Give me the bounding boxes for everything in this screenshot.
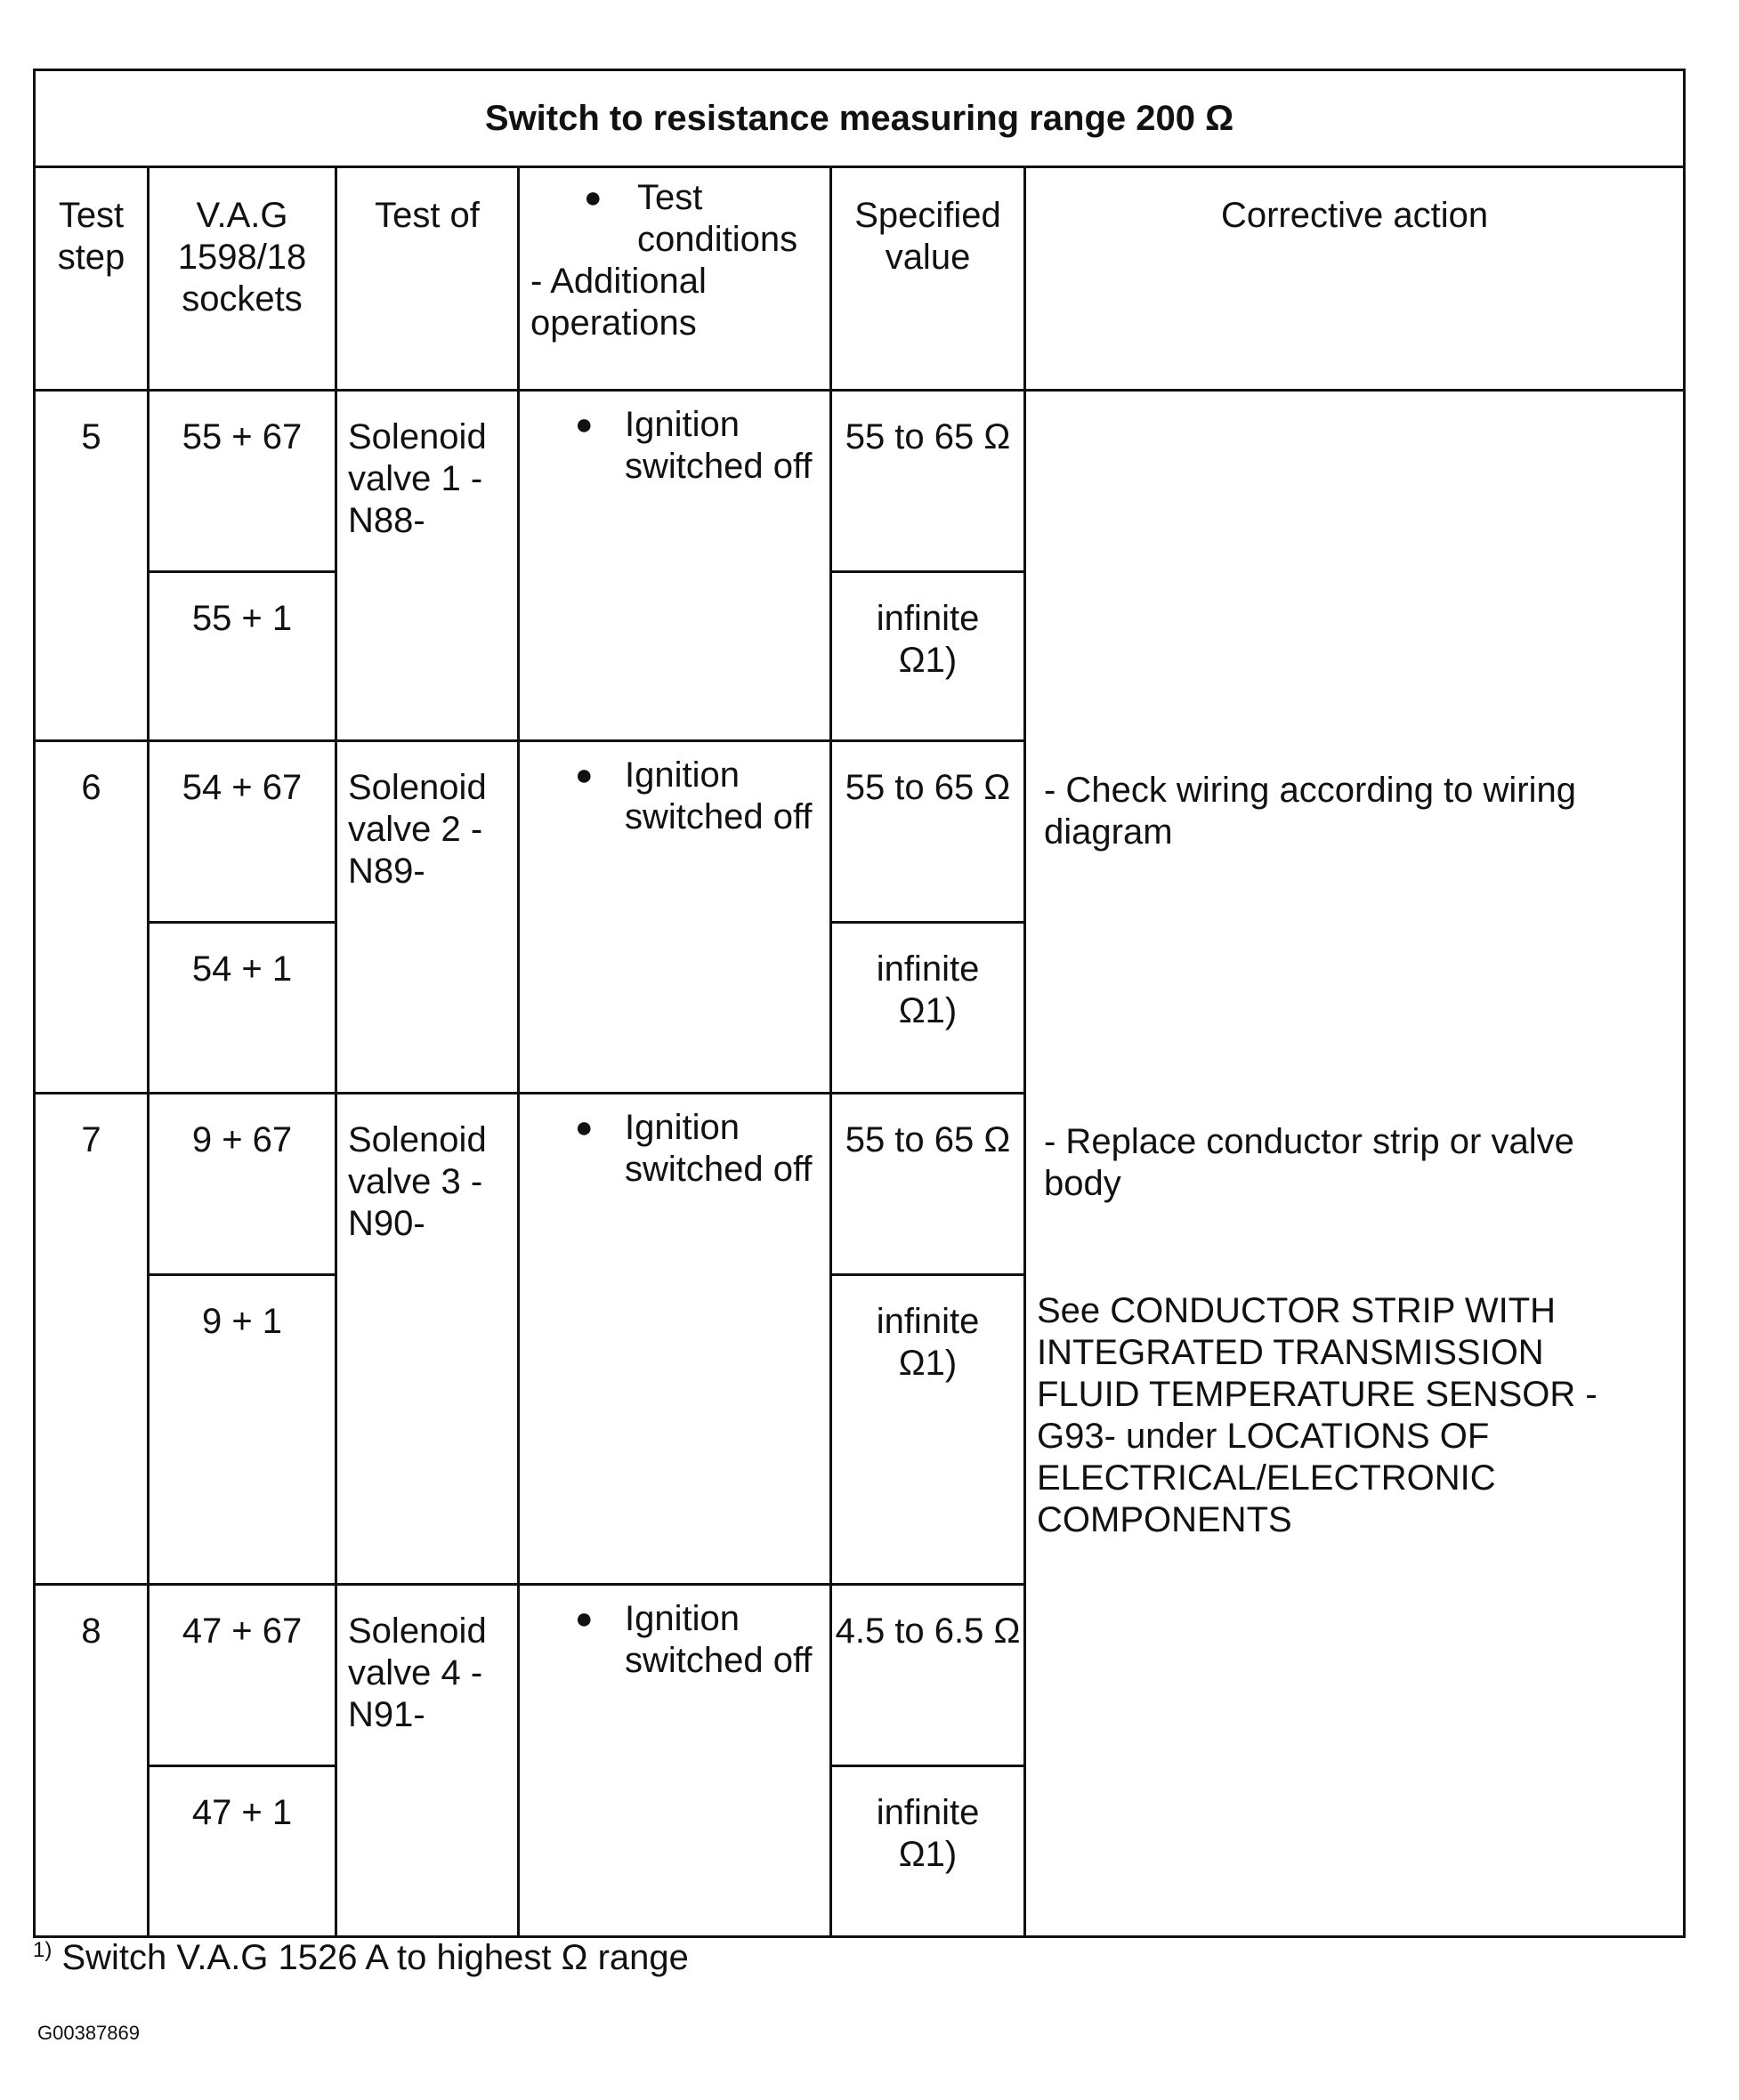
sockets-cell: 54 + 1 [149, 923, 336, 1094]
condition-text: Ignition switched off [625, 405, 813, 486]
table-row [35, 391, 1685, 572]
step-number: 5 [35, 391, 149, 741]
spec-infinite-cell [831, 1766, 1025, 1937]
test-of-cell: Solenoid valve 3 - N90- [336, 1094, 519, 1585]
spec-value-cell: 55 to 65 Ω [831, 391, 1025, 572]
sockets-cell: 55 + 1 [149, 572, 336, 741]
corrective-line-3: See CONDUCTOR STRIP WITH INTEGRATED TRANSMISSION FLUID TEMPERATURE SENSOR - G93- under LOCATIONS OF ELECTRICAL/ELECTRONIC COMPONENTS [1037, 1291, 1597, 1539]
header-sockets: V.A.G 1598/18 sockets [149, 167, 336, 391]
image-id: G00387869 [37, 2022, 140, 2044]
footnote-text: Switch V.A.G 1526 A to highest Ω range [61, 1938, 689, 1977]
bullet-icon: ● [575, 758, 594, 792]
bullet-icon: ● [575, 408, 594, 441]
spec-footnote-ref: Ω1) [898, 641, 958, 680]
bullet-icon: ● [575, 1111, 594, 1144]
spec-infinite-text: infinite [876, 1302, 980, 1341]
spec-infinite-text: infinite [876, 949, 980, 989]
sockets-cell: 54 + 67 [149, 741, 336, 923]
resistance-test-table [33, 69, 1686, 1938]
condition-cell [519, 1094, 831, 1585]
step-number: 7 [35, 1094, 149, 1585]
condition-cell [519, 391, 831, 741]
condition-cell [519, 741, 831, 1094]
spec-footnote-ref: Ω1) [898, 1835, 958, 1874]
condition-text: Ignition switched off [625, 755, 813, 836]
header-specified: Specified value [831, 167, 1025, 391]
header-conditions-bullet: Test conditions [637, 178, 798, 259]
condition-cell [519, 1585, 831, 1937]
bullet-icon: ● [584, 181, 603, 214]
condition-text: Ignition switched off [625, 1108, 813, 1189]
test-of-cell: Solenoid valve 1 - N88- [336, 391, 519, 741]
spec-value-cell: 55 to 65 Ω [831, 741, 1025, 923]
footnote [33, 1938, 689, 1978]
corrective-line-1: - Check wiring according to wiring diagram [1044, 771, 1577, 852]
sockets-cell: 9 + 67 [149, 1094, 336, 1275]
header-test-step: Test step [35, 167, 149, 391]
corrective-action-cell [1025, 391, 1685, 1937]
sockets-cell: 47 + 67 [149, 1585, 336, 1766]
header-conditions [519, 167, 831, 391]
spec-footnote-ref: Ω1) [898, 991, 958, 1030]
corrective-line-2: - Replace conductor strip or valve body [1044, 1122, 1574, 1203]
spec-value-cell: 4.5 to 6.5 Ω [831, 1585, 1025, 1766]
bullet-icon: ● [575, 1602, 594, 1636]
header-corrective: Corrective action [1025, 167, 1685, 391]
spec-infinite-cell [831, 1275, 1025, 1585]
spec-footnote-ref: Ω1) [898, 1344, 958, 1383]
sockets-cell: 47 + 1 [149, 1766, 336, 1937]
spec-infinite-text: infinite [876, 1793, 980, 1832]
test-of-cell: Solenoid valve 2 - N89- [336, 741, 519, 1094]
test-of-cell: Solenoid valve 4 - N91- [336, 1585, 519, 1937]
step-number: 8 [35, 1585, 149, 1937]
header-test-of: Test of [336, 167, 519, 391]
sockets-cell: 9 + 1 [149, 1275, 336, 1585]
header-conditions-extra: - Additional operations [530, 262, 707, 343]
step-number: 6 [35, 741, 149, 1094]
spec-infinite-cell [831, 923, 1025, 1094]
spec-value-cell: 55 to 65 Ω [831, 1094, 1025, 1275]
table-title: Switch to resistance measuring range 200 Ω [35, 70, 1685, 167]
spec-infinite-text: infinite [876, 599, 980, 638]
footnote-mark: 1) [33, 1938, 53, 1962]
spec-infinite-cell [831, 572, 1025, 741]
sockets-cell: 55 + 67 [149, 391, 336, 572]
header-row [35, 167, 1685, 391]
condition-text: Ignition switched off [625, 1599, 813, 1680]
